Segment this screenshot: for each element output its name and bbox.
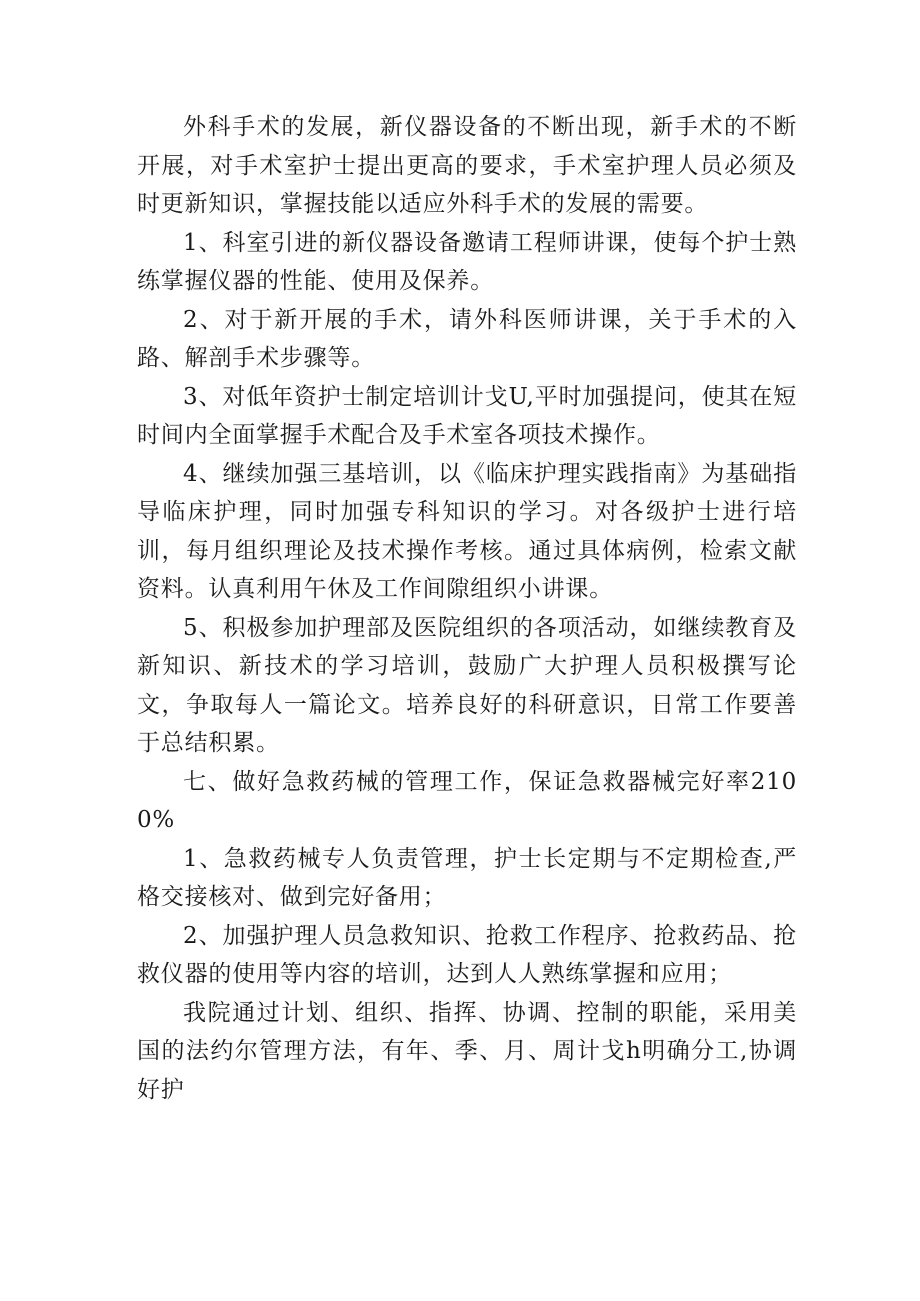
paragraph-item-5-activities: 5、积极参加护理部及医院组织的各项活动，如继续教育及新知识、新技术的学习培训，鼓励广大护理人员积极撰写论文，争取每人一篇论文。培养良好的科研意识，日常工作要善于总结积累。 [137, 614, 797, 756]
paragraph-item-4-basic-training: 4、继续加强三基培训，以《临床护理实践指南》为基础指导临床护理，同时加强专科知识的学习。对各级护士进行培训，每月组织理论及技术操作考核。通过具体病例，检索文献资料。认真利用午休及工作间隙组织小讲课。 [137, 460, 797, 602]
document-body [137, 108, 797, 1109]
paragraph-emergency-item-2: 2、加强护理人员急救知识、抢救工作程序、抢救药品、抢救仪器的使用等内容的培训，达到人人熟练掌握和应用； [137, 922, 797, 987]
paragraph-item-2-new-surgery-lectures: 2、对于新开展的手术，请外科医师讲课，关于手术的入路、解剖手术步骤等。 [137, 306, 797, 371]
paragraph-emergency-item-1: 1、急救药械专人负责管理，护士长定期与不定期检查,严格交接核对、做到完好备用； [137, 845, 797, 910]
paragraph-item-3-junior-nurse-plan: 3、对低年资护士制定培训计戈U,平时加强提问，使其在短时间内全面掌握手术配合及手术室各项技术操作。 [137, 383, 797, 448]
section-heading-emergency-equipment: 七、做好急救药械的管理工作，保证急救器械完好率2100% [137, 768, 797, 833]
paragraph-management-method: 我院通过计划、组织、指挥、协调、控制的职能，采用美国的法约尔管理方法，有年、季、月、周计戈h明确分工,协调好护 [137, 999, 797, 1103]
paragraph-item-1-equipment-training: 1、科室引进的新仪器设备邀请工程师讲课，使每个护士熟练掌握仪器的性能、使用及保养。 [137, 229, 797, 294]
paragraph-intro: 外科手术的发展，新仪器设备的不断出现，新手术的不断开展，对手术室护士提出更高的要求，手术室护理人员必须及时更新知识，掌握技能以适应外科手术的发展的需要。 [137, 114, 797, 217]
